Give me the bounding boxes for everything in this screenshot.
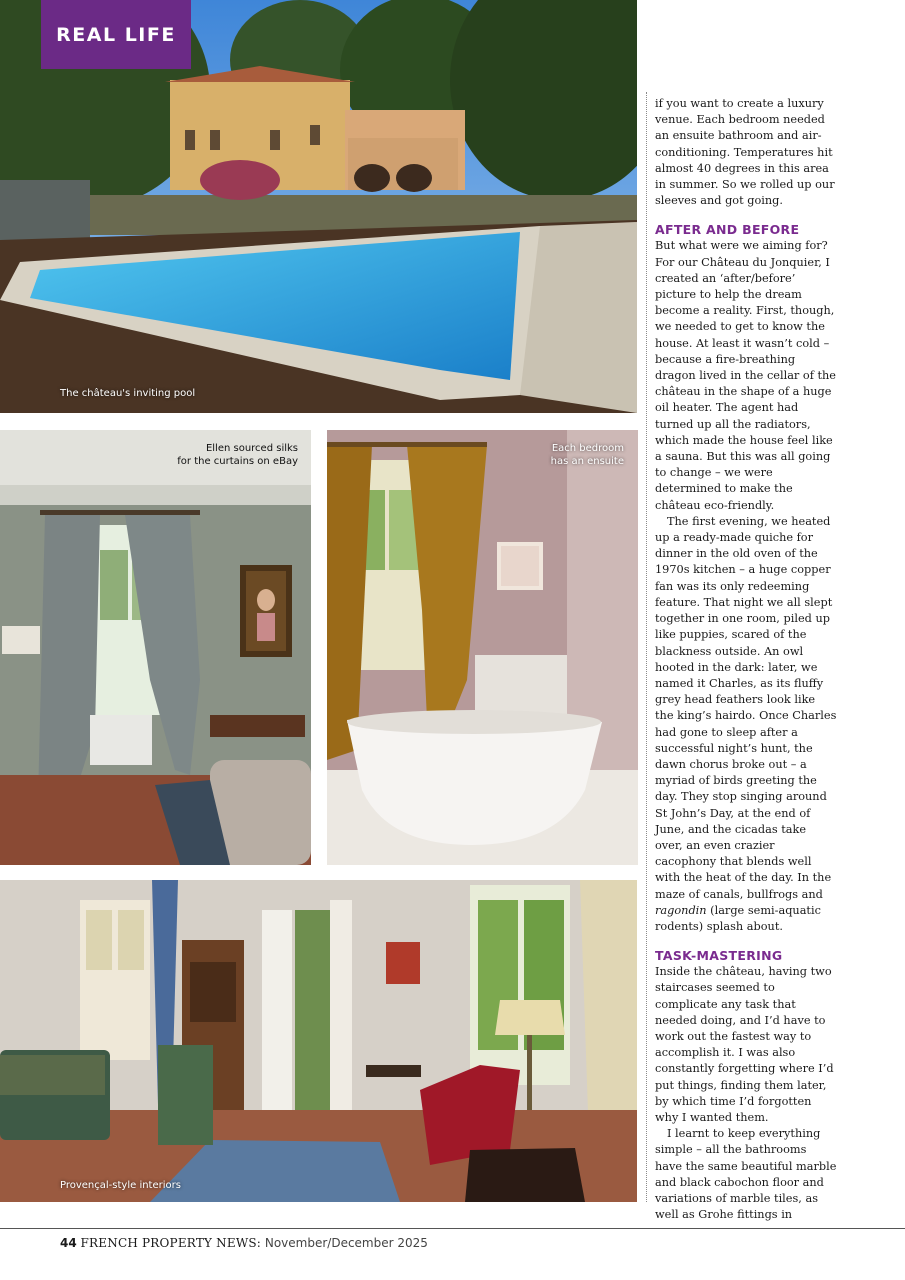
footer-rule <box>0 1228 905 1229</box>
silks-caption <box>118 442 298 468</box>
italic-term: ragondin <box>655 903 707 917</box>
bathroom-photo <box>327 430 638 865</box>
page-number: 44 <box>60 1236 77 1250</box>
silks-curtains-photo <box>0 430 311 865</box>
bath-caption-line-2: has an ensuite <box>550 456 624 467</box>
bathroom-caption <box>540 442 624 468</box>
paragraph-text: The first evening, we heated up a ready-made quiche for dinner in the old oven of the 1970s kitchen – a huge copper fan was its only redeeming feature. That night we all slept together in one room, piled up like puppies, scared of the blackness outside. An owl hooted in the dark: later, we named it Charles, as its fluffy grey head feathers look like the king’s hairdo. Once Charles had gone to sleep after a successful night’s hunt, the dawn chorus broke out – a myriad of birds greeting the day. They stop singing around St John’s Day, at the end of June, and the cicadas take over, an even crazier cacophony that blends well with the heat of the day. In the maze of canals, bullfrogs and <box>655 514 837 901</box>
interiors-caption: Provençal-style interiors <box>60 1180 181 1191</box>
section-badge: REAL LIFE <box>41 0 191 69</box>
silks-caption-line-1: Ellen sourced silks <box>205 443 298 454</box>
bath-caption-line-1: Each bedroom <box>551 443 624 454</box>
article-paragraph: if you want to create a luxury venue. Each bedroom needed an ensuite bathroom and air-conditioning. Temperatures hit almost 40 degrees in this area in summer. So we rolled up our sleeves and got going. <box>655 97 835 208</box>
subheading-after-and-before: AFTER AND BEFORE <box>655 222 800 238</box>
article-paragraph <box>655 514 837 935</box>
article-paragraph: Inside the château, having two staircases seemed to complicate any task that needed doing, and I’d have to work out the fastest way to accomplish it. I was also constantly forgetting where I’d put things, finding them later, by which time I’d forgotten why I wanted them. <box>655 965 834 1124</box>
provencal-interiors-photo <box>0 880 637 1202</box>
paragraph-text: (large semi-aquatic rodents) splash about. <box>655 903 821 933</box>
silks-caption-line-2: for the curtains on eBay <box>177 456 298 467</box>
subheading-task-mastering: TASK-MASTERING <box>655 948 783 964</box>
article-paragraph: But what were we aiming for? For our Château du Jonquier, I created an ‘after/before’ picture to help the dream become a reality. First, though, we needed to get to know the house. At least it wasn’t cold – because a fire-breathing dragon lived in the cellar of the château in the shape of a huge oil heater. The agent had turned up all the radiators, which made the house feel like a sauna. But this was all going to change – we were determined to make the château eco-friendly. <box>655 239 836 512</box>
publication-name: FRENCH PROPERTY NEWS: <box>80 1236 262 1250</box>
article-paragraph: I learnt to keep everything simple – all the bathrooms have the same beautiful marble and black cabochon floor and variations of marble tiles, as well as Grohe fittings in <box>655 1127 837 1222</box>
pool-caption: The château's inviting pool <box>60 388 196 399</box>
column-divider <box>646 92 647 1202</box>
page-footer <box>60 1236 428 1250</box>
article-column <box>655 96 837 1223</box>
issue-date: November/December 2025 <box>264 1236 428 1250</box>
